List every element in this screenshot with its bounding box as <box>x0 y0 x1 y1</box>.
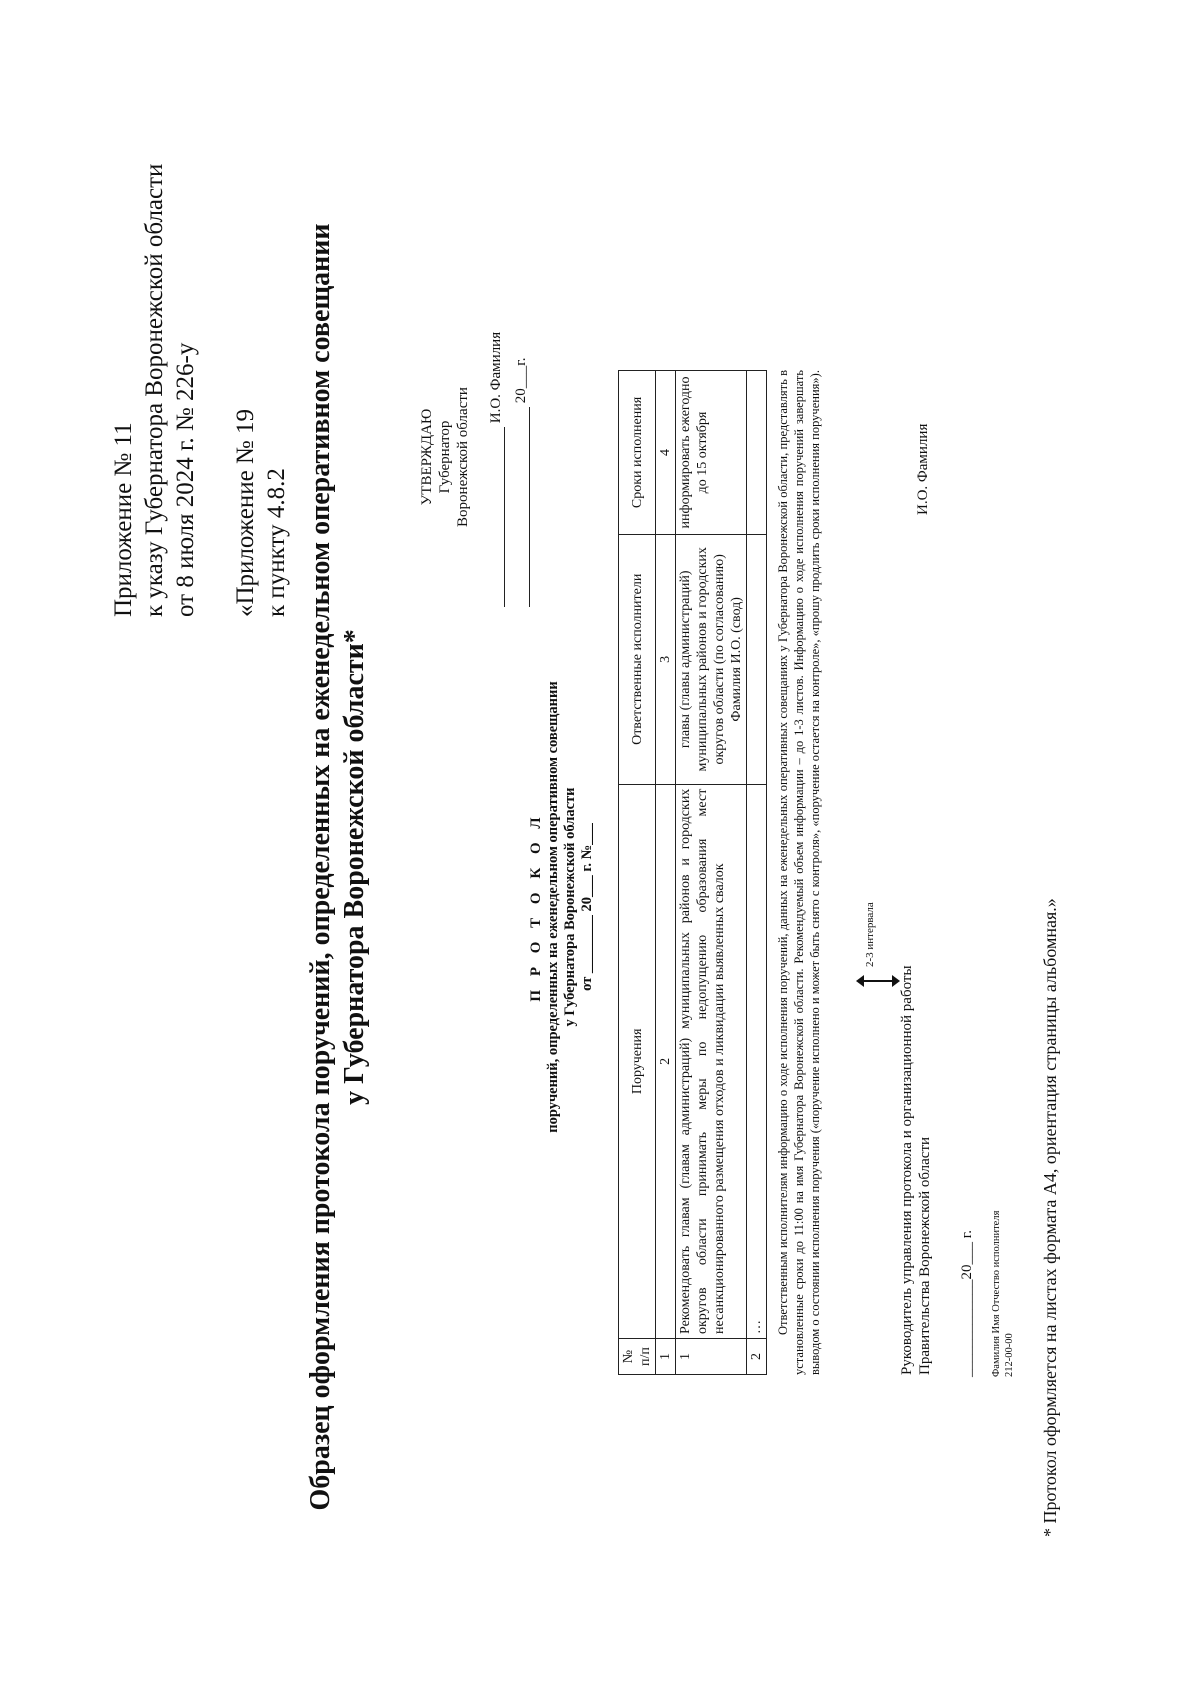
executor-phone: 212-00-00 <box>1004 1333 1015 1377</box>
col-number-4: 4 <box>656 371 676 535</box>
row-num: 2 <box>747 1339 767 1375</box>
title-line-1: Образец оформления протокола поручений, определенных на еженедельном оперативном совещании <box>305 223 336 1511</box>
table-row <box>747 371 767 1375</box>
row-executors: главы (главы администраций) муниципальных районов и городских округов области (по согласованию) Фамилия И.О. (свод) <box>676 534 747 784</box>
row-order: … <box>747 784 767 1338</box>
protocol-sub-2: у Губернатора Воронежской области <box>562 787 578 1027</box>
col-number-1: 1 <box>656 1339 676 1375</box>
footnote: * Протокол оформляется на листах формата А4, ориентация страницы альбомная.» <box>1040 898 1060 1537</box>
orders-table <box>618 370 767 1375</box>
header-executors: Ответственные исполнители <box>619 534 656 784</box>
head-line-2: Правительства Воронежской области <box>917 1136 933 1375</box>
row-order: Рекомендовать главам (главам администраций) муниципальных районов и городских округов области принимать меры по недопущению образования мест несанкционированного размещения отходов и ликвидации выявленных свалок <box>676 784 747 1338</box>
table-header-row <box>619 371 656 1375</box>
approve-date: 20___г. <box>513 357 529 404</box>
col-number-3: 3 <box>656 534 676 784</box>
approve-signature <box>487 332 505 607</box>
row-executors <box>747 534 767 784</box>
appendix-line-1: Приложение № 11 <box>110 422 137 617</box>
head-line-1: Руководитель управления протокола и организационной работы <box>899 965 915 1375</box>
head-name: И.О. Фамилия <box>915 423 931 515</box>
title-line-2: у Губернатора Воронежской области* <box>339 629 370 1105</box>
interval-arrow <box>860 980 894 982</box>
approve-name: И.О. Фамилия <box>488 331 504 424</box>
approve-region: Воронежской области <box>455 387 471 527</box>
approve-position: Губернатор <box>437 420 453 494</box>
table-row <box>676 371 747 1375</box>
protocol-sub-1: поручений, определенных на еженедельном оперативном совещании <box>545 681 561 1133</box>
appendix-block <box>108 164 201 617</box>
appendix-line-2: к указу Губернатора Воронежской области <box>141 163 168 617</box>
row-deadline <box>747 371 767 535</box>
bottom-date: _____________20___ г. <box>959 1230 975 1377</box>
old-appendix-line-1: «Приложение № 19 <box>232 408 259 617</box>
approval-block <box>418 357 472 557</box>
appendix-line-3: от 8 июля 2024 г. № 226-у <box>172 342 199 617</box>
old-appendix-block <box>230 409 292 617</box>
col-number-2: 2 <box>656 784 676 1338</box>
old-appendix-line-2: к пункту 4.8.2 <box>263 468 290 617</box>
executor-block <box>990 1211 1016 1377</box>
header-orders: Поручения <box>619 784 656 1338</box>
table-number-row <box>656 371 676 1375</box>
row-num: 1 <box>676 1339 747 1375</box>
interval-arrow-up-icon <box>856 975 864 987</box>
protocol-sub-3: от ________ 20___ г. №___ <box>579 823 595 991</box>
protocol-title: П Р О Т О К О Л <box>528 812 544 1002</box>
protocol-header <box>528 547 596 1267</box>
header-deadline: Сроки исполнения <box>619 371 656 535</box>
document-title <box>304 157 372 1577</box>
head-block <box>898 965 934 1375</box>
executor-name: Фамилия Имя Отчество исполнителя <box>991 1210 1002 1377</box>
row-deadline: информировать ежегодно до 15 октября <box>676 371 747 535</box>
note-paragraph: Ответственным исполнителям информацию о ходе исполнения поручений, данных на еженедельных оперативных совещаниях у Губернатора Воронежской области, представлять в установленные сроки до 11:00 на имя Губернатора Воронежской области. Рекомендуемый объем информации – до 1-3 листов. Информацию о ходе исполнения поручений завершать выводом о состоянии исполнения поручения («поручение исполнено и может быть снято с контроля», «поручение остается на контроле», «прошу продлить сроки исполнения поручения»). <box>776 370 822 1375</box>
interval-label: 2-3 интервала <box>864 902 876 967</box>
header-num: № п/п <box>619 1339 656 1375</box>
approve-word: УТВЕРЖДАЮ <box>419 408 435 506</box>
